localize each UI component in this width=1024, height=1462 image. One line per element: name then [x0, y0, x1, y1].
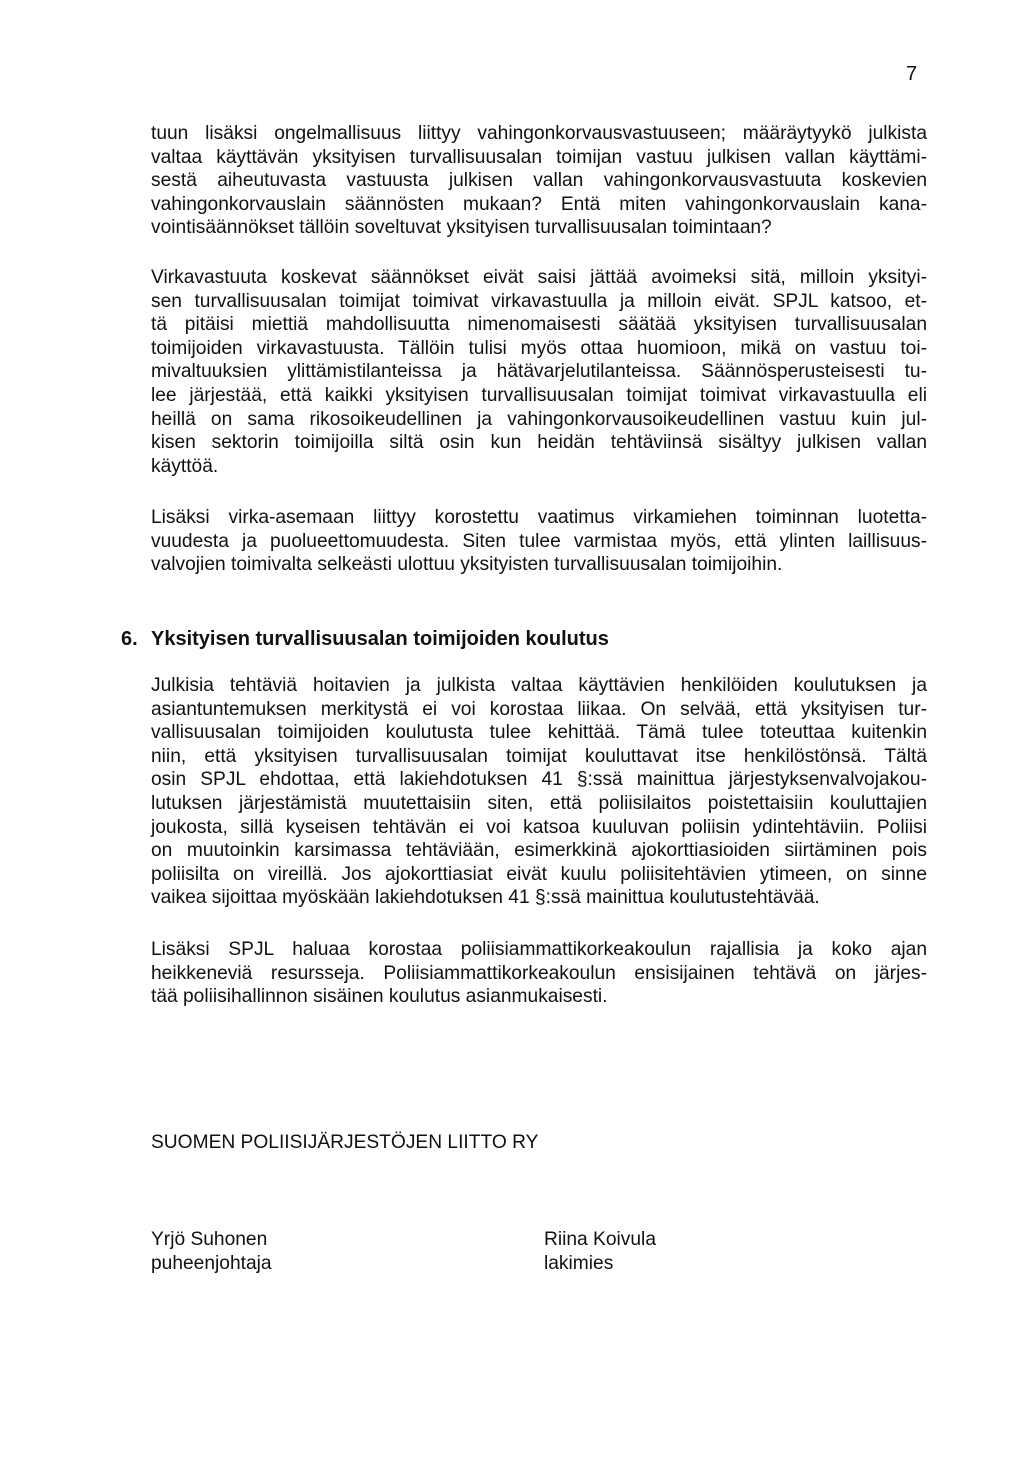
text-line: lee järjestää, että kaikki yksityisen turvallisuusalan toimijat toimivat virkavastuulla eli	[151, 384, 927, 406]
text-line: tä pitäisi miettiä mahdollisuutta nimenomaisesti säätää yksityisen turvallisuusalan	[151, 314, 927, 336]
section-heading	[121, 627, 609, 651]
text-line: vointisäännökset tällöin soveltuvat yksityisen turvallisuusalan toimintaan?	[151, 217, 772, 239]
text-line: lutuksen järjestämistä muutettaisiin siten, että poliisilaitos poistettaisiin kouluttajien	[151, 792, 927, 814]
section-title: Yksityisen turvallisuusalan toimijoiden koulutus	[151, 628, 609, 650]
text-line: käyttöä.	[151, 455, 219, 477]
text-line: sen turvallisuusalan toimijat toimivat virkavastuulla ja milloin eivät. SPJL katsoo, et-	[151, 290, 927, 312]
text-line: kisen sektorin toimijoilla siltä osin kun heidän tehtäviinsä sisältyy julkisen vallan	[151, 432, 927, 454]
text-line: Virkavastuuta koskevat säännökset eivät saisi jättää avoimeksi sitä, milloin yksityi-	[151, 267, 927, 288]
paragraph-training	[151, 674, 927, 910]
text-line: tuun lisäksi ongelmallisuus liittyy vahingonkorvausvastuuseen; määräytyykö julkista	[151, 123, 927, 144]
text-line: vuudesta ja puolueettomuudesta. Siten tulee varmistaa myös, että ylinten laillisuus-	[151, 530, 927, 552]
section-number: 6.	[121, 628, 138, 650]
text-line: on muutoinkin karsimassa tehtäviään, esimerkkinä ajokorttiasioiden siirtäminen pois	[151, 840, 927, 862]
text-line: Julkisia tehtäviä hoitavien ja julkista valtaa käyttävien henkilöiden koulutuksen ja	[151, 675, 927, 696]
paragraph-oversight	[151, 506, 927, 577]
text-line: heikkeneviä resursseja. Poliisiammattikorkeakoulun ensisijainen tehtävä on järjes-	[151, 962, 927, 984]
signatory-left	[151, 1228, 272, 1276]
signatory-role: puheenjohtaja	[151, 1253, 272, 1274]
text-line: osin SPJL ehdottaa, että lakiehdotuksen 41 §:ssä mainittua järjestyksenvalvojakou-	[151, 769, 927, 791]
text-line: Lisäksi virka-asemaan liittyy korostettu vaatimus virkamiehen toiminnan luotetta-	[151, 507, 927, 528]
text-line: vahingonkorvauslain säännösten mukaan? Entä miten vahingonkorvauslain kana-	[151, 193, 927, 215]
text-line: tää poliisihallinnon sisäinen koulutus asianmukaisesti.	[151, 986, 608, 1008]
signatory-right	[544, 1228, 656, 1276]
signatory-name: Yrjö Suhonen	[151, 1229, 268, 1250]
text-line: vallisuusalan toimijoiden koulutusta tulee kehittää. Tämä tulee toteuttaa kuitenkin	[151, 722, 927, 744]
organization-name: SUOMEN POLIISIJÄRJESTÖJEN LIITTO RY	[151, 1132, 539, 1153]
text-line: poliisilta on vireillä. Jos ajokorttiasiat eivät kuulu poliisitehtävien ytimeen, on sinne	[151, 863, 927, 885]
text-line: valtaa käyttävän yksityisen turvallisuusalan toimijan vastuu julkisen vallan käyttämi-	[151, 146, 927, 168]
text-line: joukosta, sillä kyseisen tehtävän ei voi katsoa kuuluvan poliisin ydintehtäviin. Poliisi	[151, 816, 927, 838]
text-line: toimijoiden virkavastuusta. Tällöin tulisi myös ottaa huomioon, mikä on vastuu toi-	[151, 337, 927, 359]
text-line: Lisäksi SPJL haluaa korostaa poliisiammattikorkeakoulun rajallisia ja koko ajan	[151, 939, 927, 960]
text-line: heillä on sama rikosoikeudellinen ja vahingonkorvausoikeudellinen vastuu kuin jul-	[151, 408, 927, 430]
paragraph-resources	[151, 938, 927, 1009]
text-line: asiantuntemuksen merkitystä ei voi korostaa liikaa. On selvää, että yksityisen tur-	[151, 698, 927, 720]
page-number: 7	[906, 63, 918, 85]
paragraph-official-liability	[151, 266, 927, 478]
text-line: sestä aiheutuvasta vastuusta julkisen vallan vahingonkorvausvastuuta koskevien	[151, 170, 927, 192]
text-line: niin, että yksityisen turvallisuusalan toimijat kouluttavat itse henkilöstönsä. Tältä	[151, 745, 927, 767]
text-line: valvojien toimivalta selkeästi ulottuu yksityisten turvallisuusalan toimijoihin.	[151, 554, 783, 576]
paragraph-liability	[151, 122, 927, 240]
signatory-role: lakimies	[544, 1253, 614, 1274]
text-line: vaikea sijoittaa myöskään lakiehdotuksen 41 §:ssä mainittua koulutustehtävää.	[151, 887, 820, 909]
text-line: mivaltuuksien ylittämistilanteissa ja hätävarjelutilanteissa. Säännösperusteisesti tu-	[151, 361, 927, 383]
signatory-name: Riina Koivula	[544, 1229, 656, 1250]
